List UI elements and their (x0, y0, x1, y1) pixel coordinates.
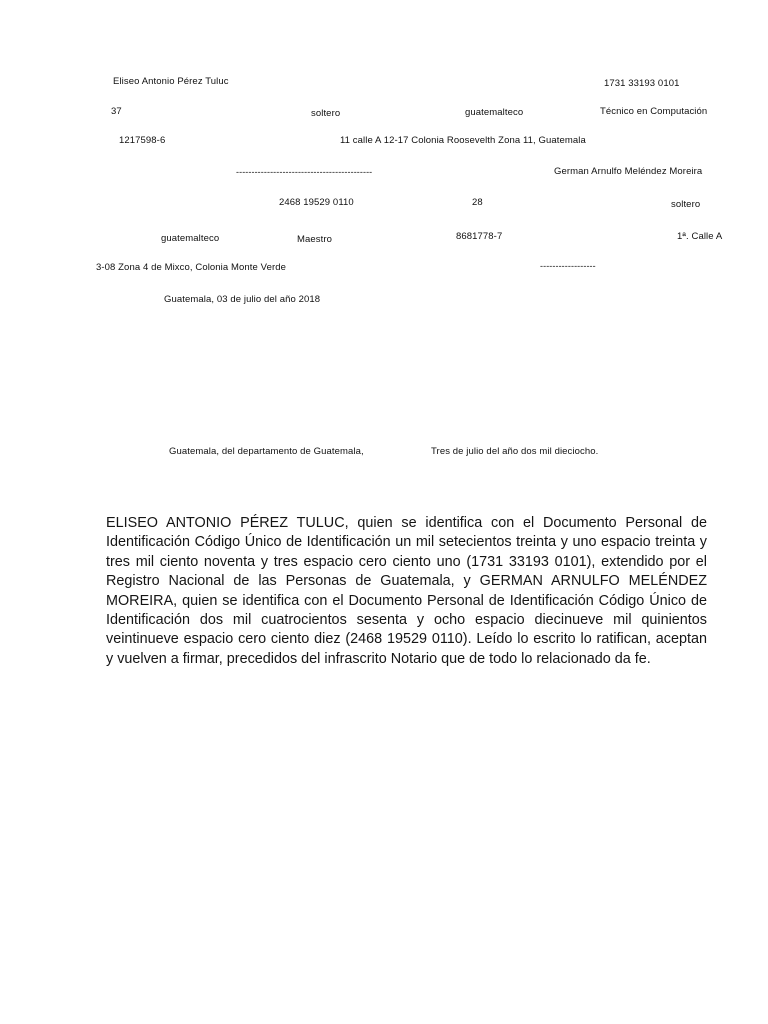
comma-1: , (344, 515, 349, 531)
party2-civil-status: soltero (671, 199, 701, 210)
party1-nationality: guatemalteco (465, 107, 524, 118)
party2-nationality: guatemalteco (161, 233, 220, 244)
party1-nit: 1217598-6 (119, 135, 166, 146)
party2-profession: Maestro (297, 234, 333, 245)
party1-name: Eliseo Antonio Pérez Tuluc (113, 76, 229, 87)
party1-civil-status: soltero (311, 108, 341, 119)
paragraph-text-1: quien se identifica con el Documento Personal de Identificación Código Único de Identificación un mil setecientos treinta y uno espacio treinta y tres mil ciento noventa y tres espacio cero ciento uno (1731 33193 0101), extendido por el Registro Nacional de las Personas de Guatemala, y (106, 515, 707, 590)
party2-address-end: 3-08 Zona 4 de Mixco, Colonia Monte Verde (96, 262, 286, 273)
party2-name-caps: GERMAN ARNULFO MELÉNDEZ MOREIRA (106, 573, 707, 609)
party1-address: 11 calle A 12-17 Colonia Roosevelth Zona 11, Guatemala (340, 135, 586, 146)
party2-dpi: 2468 19529 0110 (279, 197, 354, 208)
party2-name: German Arnulfo Meléndez Moreira (554, 166, 703, 177)
comma-2: , (173, 592, 178, 609)
party1-name-caps: ELISEO ANTONIO PÉREZ TULUC (106, 515, 345, 531)
party1-age: 37 (111, 106, 122, 117)
party1-dpi: 1731 33193 0101 (604, 78, 680, 89)
party1-profession: Técnico en Computación (600, 106, 708, 117)
date-in-words: Tres de julio del año dos mil dieciocho. (431, 446, 599, 457)
signature-line-2: ------------------ (540, 261, 596, 271)
party2-address-start: 1ª. Calle A (677, 231, 723, 242)
party2-age: 28 (472, 197, 483, 208)
ratification-paragraph (106, 514, 707, 669)
paragraph-text-2: quien se identifica con el Documento Personal de Identificación Código Único de Identificación dos mil cuatrocientos sesenta y ocho espacio diecinueve mil quinientos veintinueve espacio cero ciento diez (2468 19529 0110). Leído lo escrito lo ratifican, aceptan y vuelven a firmar, precedidos del infrascrito Notario que de todo lo relacionado da fe. (106, 592, 707, 667)
party2-nit: 8681778-7 (456, 231, 503, 242)
date-line: Guatemala, 03 de julio del año 2018 (164, 294, 321, 305)
place-line: Guatemala, del departamento de Guatemala, (169, 446, 364, 457)
signature-line-1: -------------------------------------------- (236, 167, 373, 177)
